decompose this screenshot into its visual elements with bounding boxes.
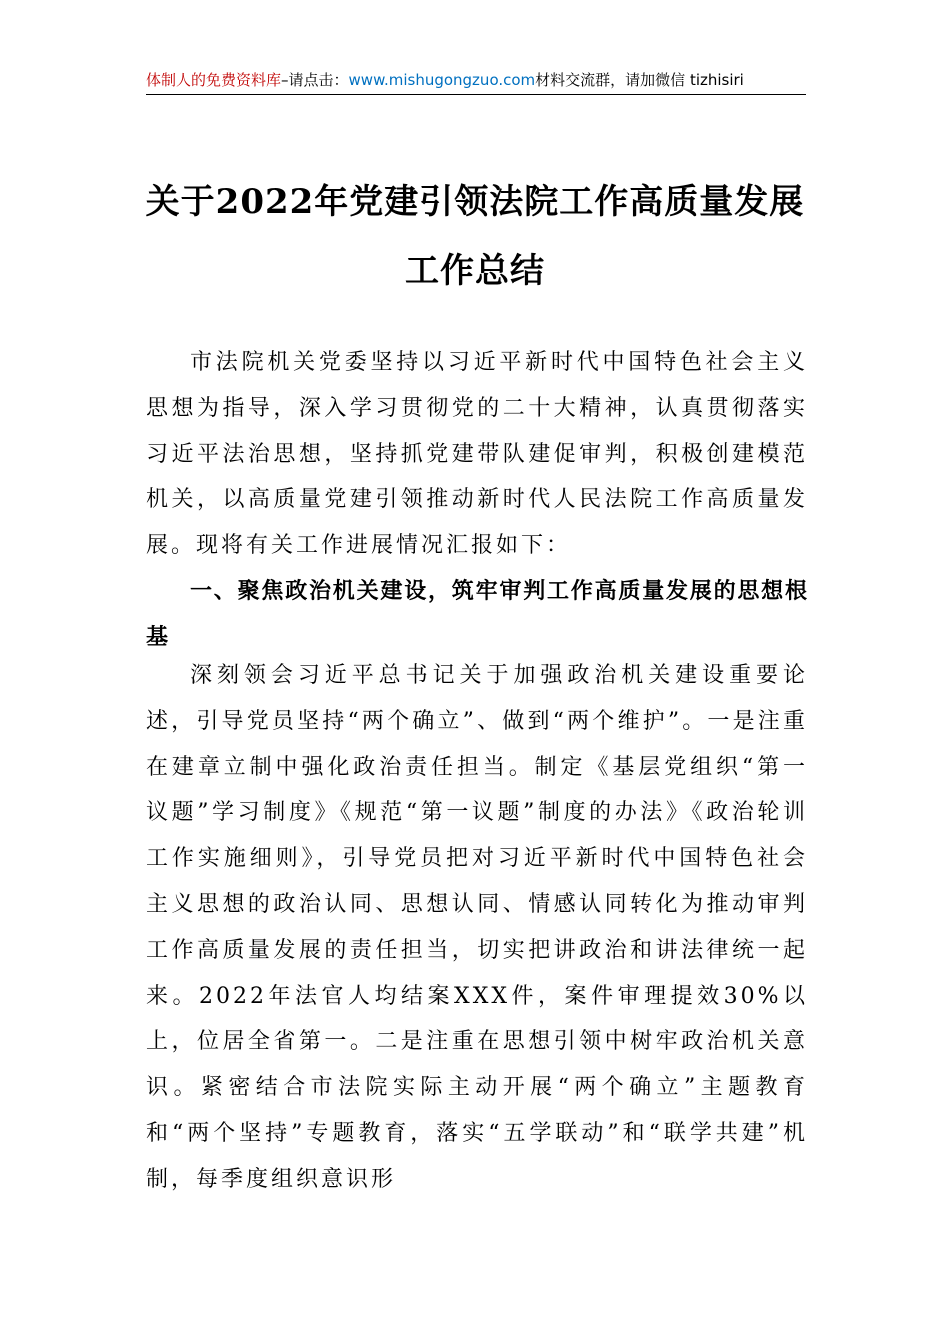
header-brand: 体制人的免费资料库	[146, 71, 282, 89]
intro-paragraph: 市法院机关党委坚持以习近平新时代中国特色社会主义思想为指导，深入学习贯彻党的二十大精神，认真贯彻落实习近平法治思想，坚持抓党建带队建促审判，积极创建模范机关，以高质量党建引领推动新时代人民法院工作高质量发展。现将有关工作进展情况汇报如下：	[146, 350, 808, 559]
section1-heading: 一、聚焦政治机关建设，筑牢审判工作高质量发展的思想根基	[146, 579, 808, 650]
document-title-line2: 工作总结	[405, 251, 545, 291]
header-url-link[interactable]: www.mishugongzuo.com	[348, 71, 536, 89]
intro-block	[146, 340, 808, 569]
header-prompt: –请点击：	[281, 71, 349, 89]
header-note: 材料交流群，请加微信 tizhisiri	[535, 71, 744, 89]
document-title-line1: 关于2022年党建引领法院工作高质量发展	[145, 182, 805, 222]
section1-paragraph: 深刻领会习近平总书记关于加强政治机关建设重要论述，引导党员坚持“两个确立”、做到“两个维护”。一是注重在建章立制中强化政治责任担当。制定《基层党组织“第一议题”学习制度》《规范“第一议题”制度的办法》《政治轮训工作实施细则》，引导党员把对习近平新时代中国特色社会主义思想的政治认同、思想认同、情感认同转化为推动审判工作高质量发展的责任担当，切实把讲政治和讲法律统一起来。2022年法官人均结案XXX件，案件审理提效30%以上，位居全省第一。二是注重在思想引领中树牢政治机关意识。紧密结合市法院实际主动开展“两个确立”主题教育和“两个坚持”专题教育，落实“五学联动”和“联学共建”机制，每季度组织意识形	[146, 663, 808, 1192]
section1-heading-block	[146, 569, 808, 661]
header-banner	[146, 70, 806, 95]
section1-body-block	[146, 653, 808, 1203]
